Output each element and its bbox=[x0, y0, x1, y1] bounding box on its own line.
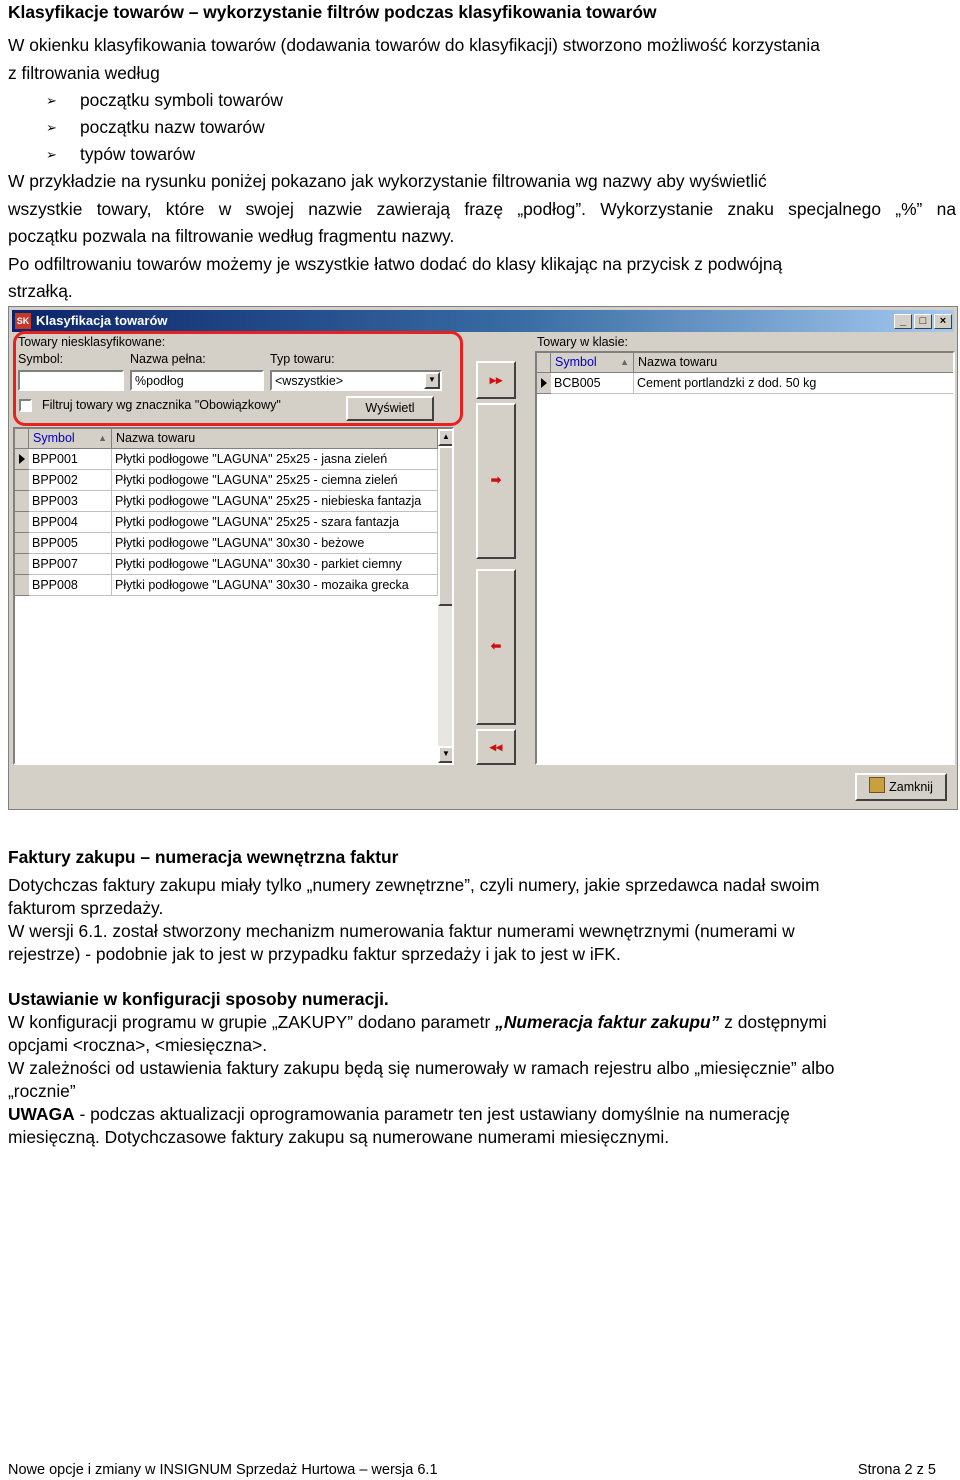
row-indicator bbox=[15, 470, 29, 491]
window-titlebar bbox=[12, 310, 954, 332]
minimize-button[interactable]: _ bbox=[894, 314, 912, 329]
paragraph-line: W zależności od ustawienia faktury zakupu będą się numerowały w ramach rejestru albo „miesięcznie” albo bbox=[8, 1058, 835, 1078]
paragraph-line: W przykładzie na rysunku poniżej pokazano jak wykorzystanie filtrowania wg nazwy aby wyświetlić bbox=[8, 171, 767, 191]
cell-symbol: BPP004 bbox=[29, 512, 112, 533]
section-purchase-invoices bbox=[8, 846, 956, 966]
cell-symbol: BPP001 bbox=[29, 449, 112, 470]
door-icon bbox=[869, 777, 885, 793]
add-all-button[interactable] bbox=[476, 361, 516, 399]
section-numbering-config bbox=[8, 988, 956, 1149]
obligatory-filter-checkbox[interactable] bbox=[19, 399, 32, 412]
cell-symbol: BPP003 bbox=[29, 491, 112, 512]
close-button-label: Zamknij bbox=[889, 780, 933, 794]
paragraph-line: miesięczną. Dotychczasowe faktury zakupu są numerowane numerami miesięcznymi. bbox=[8, 1127, 670, 1147]
paragraph-line: Po odfiltrowaniu towarów możemy je wszystkie łatwo dodać do klasy klikając na przycisk z podwójną bbox=[8, 253, 783, 274]
cell-symbol: BPP007 bbox=[29, 554, 112, 575]
paragraph-line: strzałką. bbox=[8, 281, 73, 301]
row-indicator bbox=[15, 533, 29, 554]
list-item: ➢ początku nazw towarów bbox=[8, 114, 956, 141]
cell-name: Cement portlandzki z dod. 50 kg bbox=[634, 373, 954, 394]
grid-header bbox=[537, 353, 953, 373]
arrow-left-icon: ⬅ bbox=[490, 639, 502, 653]
left-grid-scrollbar[interactable] bbox=[438, 429, 454, 763]
list-item: ➢ początku symboli towarów bbox=[8, 87, 956, 114]
arrow-right-icon: ➡ bbox=[490, 473, 502, 487]
table-row[interactable] bbox=[537, 373, 953, 394]
column-header-symbol[interactable]: Symbol ▲ bbox=[551, 353, 634, 373]
paragraph-line: W konfiguracji programu w grupie „ZAKUPY” dodano parametr „Numeracja faktur zakupu” z dostępnymi bbox=[8, 1012, 827, 1032]
window-title: Klasyfikacja towarów bbox=[36, 313, 168, 328]
scroll-down-icon[interactable]: ▼ bbox=[438, 746, 454, 763]
footer-left: Nowe opcje i zmiany w INSIGNUM Sprzedaż Hurtowa – wersja 6.1 bbox=[8, 1462, 438, 1478]
remove-selected-button[interactable] bbox=[476, 569, 516, 725]
scroll-up-icon[interactable]: ▲ bbox=[438, 429, 454, 446]
cell-name: Płytki podłogowe "LAGUNA" 25x25 - jasna zieleń bbox=[112, 449, 438, 470]
unclassified-goods-grid bbox=[13, 427, 454, 765]
column-header-name[interactable]: Nazwa towaru bbox=[112, 429, 438, 449]
section-heading: Klasyfikacje towarów – wykorzystanie filtrów podczas klasyfikowania towarów bbox=[8, 2, 657, 22]
table-row[interactable] bbox=[15, 512, 452, 533]
cell-name: Płytki podłogowe "LAGUNA" 25x25 - niebieska fantazja bbox=[112, 491, 438, 512]
table-row[interactable] bbox=[15, 554, 452, 575]
paragraph-line: wszystkie towary, które w swojej nazwie zawierają frazę „podłog”. Wykorzystanie znaku specjalnego „%” na bbox=[8, 198, 956, 219]
table-row[interactable] bbox=[15, 470, 452, 491]
column-header-name[interactable]: Nazwa towaru bbox=[634, 353, 954, 373]
table-row[interactable] bbox=[15, 575, 452, 596]
grid-header bbox=[15, 429, 452, 449]
close-window-button[interactable]: × bbox=[934, 314, 952, 329]
row-indicator bbox=[15, 449, 29, 470]
paragraph-line: W wersji 6.1. został stworzony mechanizm numerowania faktur numerami wewnętrznymi (numerami w bbox=[8, 921, 795, 941]
section-heading: Faktury zakupu – numeracja wewnętrzna faktur bbox=[8, 847, 399, 867]
column-header-symbol[interactable]: Symbol ▲ bbox=[29, 429, 112, 449]
cell-symbol: BPP008 bbox=[29, 575, 112, 596]
cell-symbol: BPP002 bbox=[29, 470, 112, 491]
sort-icon: ▲ bbox=[620, 357, 629, 367]
row-indicator bbox=[15, 554, 29, 575]
warning-line: UWAGA - podczas aktualizacji oprogramowania parametr ten jest ustawiany domyślnie na numerację bbox=[8, 1104, 790, 1124]
checkbox-label: Filtruj towary wg znacznika "Obowiązkowy" bbox=[42, 398, 281, 412]
paragraph-line: „rocznie” bbox=[8, 1081, 76, 1101]
filter-options-list bbox=[8, 87, 956, 168]
cell-symbol: BPP005 bbox=[29, 533, 112, 554]
parameter-name: „Numeracja faktur zakupu” bbox=[495, 1012, 720, 1032]
name-filter-input[interactable]: %podłog bbox=[130, 370, 264, 391]
list-item: ➢ typów towarów bbox=[8, 141, 956, 168]
cell-name: Płytki podłogowe "LAGUNA" 30x30 - mozaika grecka bbox=[112, 575, 438, 596]
footer-page-number: Strona 2 z 5 bbox=[857, 1462, 936, 1478]
intro-line-2: z filtrowania według bbox=[8, 62, 160, 83]
paragraph-line: opcjami <roczna>, <miesięczna>. bbox=[8, 1035, 268, 1055]
cell-name: Płytki podłogowe "LAGUNA" 25x25 - szara fantazja bbox=[112, 512, 438, 533]
close-button[interactable] bbox=[855, 773, 947, 801]
name-filter-label: Nazwa pełna: bbox=[130, 352, 206, 366]
show-button[interactable]: Wyświetl bbox=[346, 396, 434, 421]
add-selected-button[interactable] bbox=[476, 403, 516, 559]
type-filter-label: Typ towaru: bbox=[270, 352, 335, 366]
app-icon: SK bbox=[15, 313, 31, 329]
chevron-down-icon[interactable]: ▼ bbox=[424, 372, 440, 389]
double-arrow-right-icon: ▸▸ bbox=[489, 373, 503, 387]
left-group-label: Towary niesklasyfikowane: bbox=[18, 335, 166, 349]
type-filter-select[interactable] bbox=[270, 370, 442, 391]
section-classifications bbox=[8, 0, 956, 306]
table-row[interactable] bbox=[15, 491, 452, 512]
section-heading: Ustawianie w konfiguracji sposoby numeracji. bbox=[8, 989, 389, 1009]
double-arrow-left-icon: ◂◂ bbox=[489, 740, 503, 754]
right-group-label: Towary w klasie: bbox=[537, 335, 628, 349]
maximize-button[interactable]: □ bbox=[914, 314, 932, 329]
arrow-bullet-icon: ➢ bbox=[46, 120, 57, 135]
paragraph-line: rejestrze) - podobnie jak to jest w przypadku faktur sprzedaży i jak to jest w iFK. bbox=[8, 944, 621, 964]
cell-name: Płytki podłogowe "LAGUNA" 25x25 - ciemna zieleń bbox=[112, 470, 438, 491]
cell-symbol: BCB005 bbox=[551, 373, 634, 394]
table-row[interactable] bbox=[15, 533, 452, 554]
remove-all-button[interactable] bbox=[476, 729, 516, 765]
arrow-bullet-icon: ➢ bbox=[46, 147, 57, 162]
classification-window bbox=[8, 306, 958, 810]
paragraph-line: fakturom sprzedaży. bbox=[8, 898, 164, 918]
paragraph-line: Dotychczas faktury zakupu miały tylko „numery zewnętrzne”, czyli numery, jakie sprzedawca nadał swoim bbox=[8, 875, 820, 895]
scroll-thumb[interactable] bbox=[438, 446, 454, 606]
cell-name: Płytki podłogowe "LAGUNA" 30x30 - beżowe bbox=[112, 533, 438, 554]
cell-name: Płytki podłogowe "LAGUNA" 30x30 - parkiet ciemny bbox=[112, 554, 438, 575]
arrow-bullet-icon: ➢ bbox=[46, 93, 57, 108]
row-indicator bbox=[15, 512, 29, 533]
symbol-filter-input[interactable] bbox=[18, 370, 124, 391]
paragraph-line: początku pozwala na filtrowanie według fragmentu nazwy. bbox=[8, 226, 455, 246]
type-filter-value: <wszystkie> bbox=[275, 374, 344, 388]
intro-line-1: W okienku klasyfikowania towarów (dodawania towarów do klasyfikacji) stworzono możliwość korzystania bbox=[8, 35, 820, 55]
warning-label: UWAGA bbox=[8, 1104, 75, 1124]
row-indicator bbox=[15, 575, 29, 596]
sort-icon: ▲ bbox=[98, 433, 107, 443]
row-indicator bbox=[537, 373, 551, 394]
row-indicator bbox=[15, 491, 29, 512]
symbol-filter-label: Symbol: bbox=[18, 352, 64, 366]
classified-goods-grid bbox=[535, 351, 955, 765]
table-row[interactable] bbox=[15, 449, 452, 470]
